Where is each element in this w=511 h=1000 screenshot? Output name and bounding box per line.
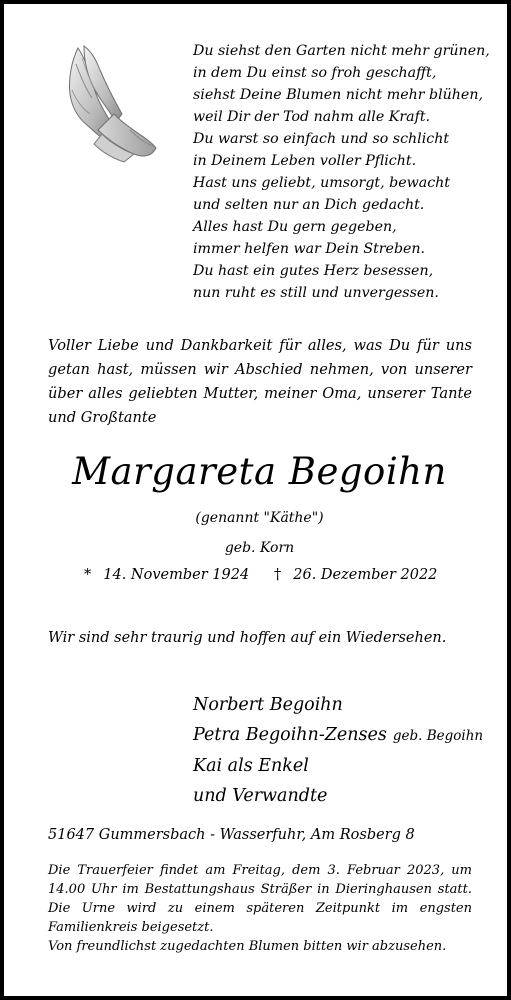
poem-line: Du warst so einfach und so schlicht [193,131,450,147]
intro-text: Voller Liebe und Dankbarkeit für alles, was Du für uns getan hast, müssen wir Abschied nehmen, von unserer über alles geliebten Mutter, meiner Oma, unserer Tante und Großtante [48,337,472,426]
family-signatures [193,690,483,811]
death-cross-icon: † [274,567,282,583]
notice-line: Von freundlichst zugedachten Blumen bitten wir abzusehen. [48,939,447,954]
birth-star-icon: * [84,567,92,583]
poem-line: weil Dir der Tod nahm alle Kraft. [193,109,431,125]
wish-text: Wir sind sehr traurig und hoffen auf ein Wiedersehen. [48,630,447,646]
praying-hands-icon [54,44,160,164]
poem-line: Du hast ein gutes Herz besessen, [193,263,434,279]
poem-line: nun ruht es still und unvergessen. [193,285,439,301]
family-member-name: Petra Begoihn-Zenses [193,725,387,745]
notice-line: 14.00 Uhr im Bestattungshaus Sträßer in Dieringhausen statt. [48,882,472,897]
death-date-group [274,567,437,583]
address: 51647 Gummersbach - Wasserfuhr, Am Rosberg 8 [48,827,415,843]
deceased-nickname: (genannt "Käthe") [195,510,324,526]
poem-line: Hast uns geliebt, umsorgt, bewacht [193,175,451,191]
poem [193,40,493,304]
birth-date: 14. November 1924 [103,567,250,583]
notice-line: Die Trauerfeier findet am Freitag, dem 3. Februar 2023, um [48,863,472,878]
life-dates [84,567,438,583]
poem-line: in Deinem Leben voller Pflicht. [193,153,417,169]
poem-line: immer helfen war Dein Streben. [193,241,426,257]
family-member: Norbert Begoihn [193,695,343,715]
deceased-birth-name: geb. Korn [224,540,295,556]
poem-line: in dem Du einst so froh geschafft, [193,65,437,81]
family-member: und Verwandte [193,786,328,806]
funeral-notice [48,861,472,956]
deceased-name: Margareta Begoihn [72,450,447,493]
poem-line: Alles hast Du gern gegeben, [193,219,397,235]
family-member [193,720,483,751]
family-member-maiden-name: geb. Begoihn [392,728,484,744]
poem-line: Du siehst den Garten nicht mehr grünen, [193,43,490,59]
notice-line: Die Urne wird zu einem späteren Zeitpunkt im engsten [48,901,472,916]
notice-line: Familienkreis beigesetzt. [48,920,214,935]
death-date: 26. Dezember 2022 [293,567,438,583]
family-member: Kai als Enkel [193,756,309,776]
poem-line: siehst Deine Blumen nicht mehr blühen, [193,87,483,103]
poem-line: und selten nur an Dich gedacht. [193,197,425,213]
